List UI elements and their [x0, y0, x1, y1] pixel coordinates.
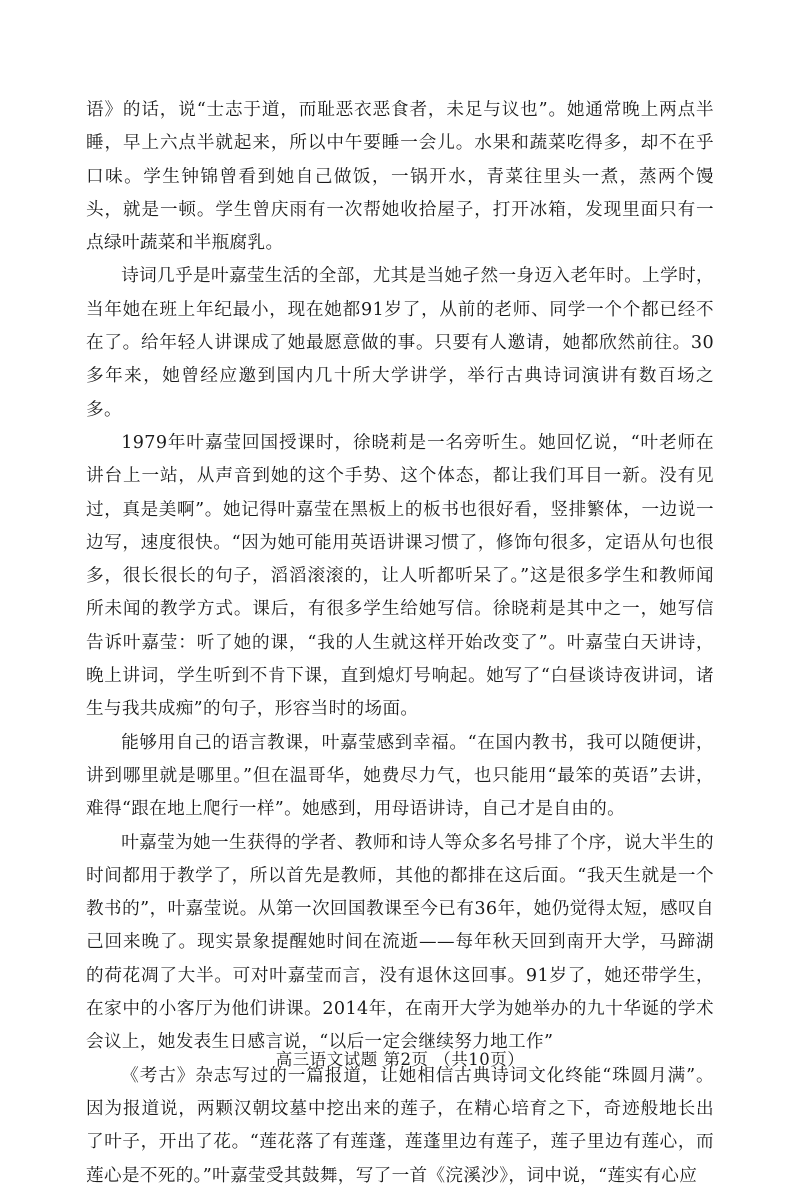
- paragraph-1: 语》的话，说“士志于道，而耻恶衣恶食者，未足与议也”。她通常晚上两点半睡，早上六点半就起来，所以中午要睡一会儿。水果和蔬菜吃得多，却不在乎口味。学生钟锦曾看到她自己做饭，一锅开水，青菜往里头一煮，蒸两个馒头，就是一顿。学生曾庆雨有一次帮她收拾屋子，打开冰箱，发现里面只有一点绿叶蔬菜和半瓶腐乳。: [86, 100, 714, 254]
- page-footer: 高三语文试题 第2页 （共10页）: [275, 1050, 525, 1069]
- document-page: [86, 94, 714, 1193]
- paragraph-5: 叶嘉莹为她一生获得的学者、教师和诗人等众多名号排了个序，说大半生的时间都用于教学了，所以首先是教师，其他的都排在这后面。“我天生就是一个教书的”，叶嘉莹说。从第一次回国教课至今已有36年，她仍觉得太短，感叹自己回来晚了。现实景象提醒她时间在流逝——每年秋天回到南开大学，马蹄湖的荷花凋了大半。可对叶嘉莹而言，没有退休这回事。91岁了，她还带学生，在家中的小客厅为他们讲课。2014年，在南开大学为她举办的九十华诞的学术会议上，她发表生日感言说，“以后一定会继续努力地工作”: [86, 832, 714, 1053]
- paragraph-6: 《考古》杂志写过的一篇报道，让她相信古典诗词文化终能“珠圆月满”。因为报道说，两颗汉朝坟墓中挖出来的莲子，在精心培育之下，奇迹般地长出了叶子，开出了花。“莲花落了有莲蓬，莲蓬里边有莲子，莲子里边有莲心，而莲心是不死的。”叶嘉莹受其鼓舞，写了一首《浣溪沙》，词中说，“莲实有心应: [86, 1065, 714, 1186]
- paragraph-4: 能够用自己的语言教课，叶嘉莹感到幸福。“在国内教书，我可以随便讲，讲到哪里就是哪里。”但在温哥华，她费尽力气，也只能用“最笨的英语”去讲，难得“跟在地上爬行一样”。她感到，用母语讲诗，自己才是自由的。: [86, 732, 714, 820]
- paragraph-2: 诗词几乎是叶嘉莹生活的全部，尤其是当她孑然一身迈入老年时。上学时，当年她在班上年纪最小，现在她都91岁了，从前的老师、同学一个个都已经不在了。给年轻人讲课成了她最愿意做的事。只要有人邀请，她都欣然前往。30多年来，她曾经应邀到国内几十所大学讲学，举行古典诗词演讲有数百场之多。: [86, 266, 714, 420]
- paragraph-3: 1979年叶嘉莹回国授课时，徐晓莉是一名旁听生。她回忆说，“叶老师在讲台上一站，从声音到她的这个手势、这个体态，都让我们耳目一新。没有见过，真是美啊”。她记得叶嘉莹在黑板上的板书也很好看，竖排繁体，一边说一边写，速度很快。“因为她可能用英语讲课习惯了，修饰句很多，定语从句也很多，很长很长的句子，滔滔滚滚的，让人听都听呆了。”这是很多学生和教师闻所未闻的教学方式。课后，有很多学生给她写信。徐晓莉是其中之一，她写信告诉叶嘉莹：听了她的课，“我的人生就这样开始改变了”。叶嘉莹白天讲诗，晚上讲词，学生听到不肯下课，直到熄灯号响起。她写了“白昼谈诗夜讲词，诸生与我共成痴”的句子，形容当时的场面。: [86, 432, 714, 720]
